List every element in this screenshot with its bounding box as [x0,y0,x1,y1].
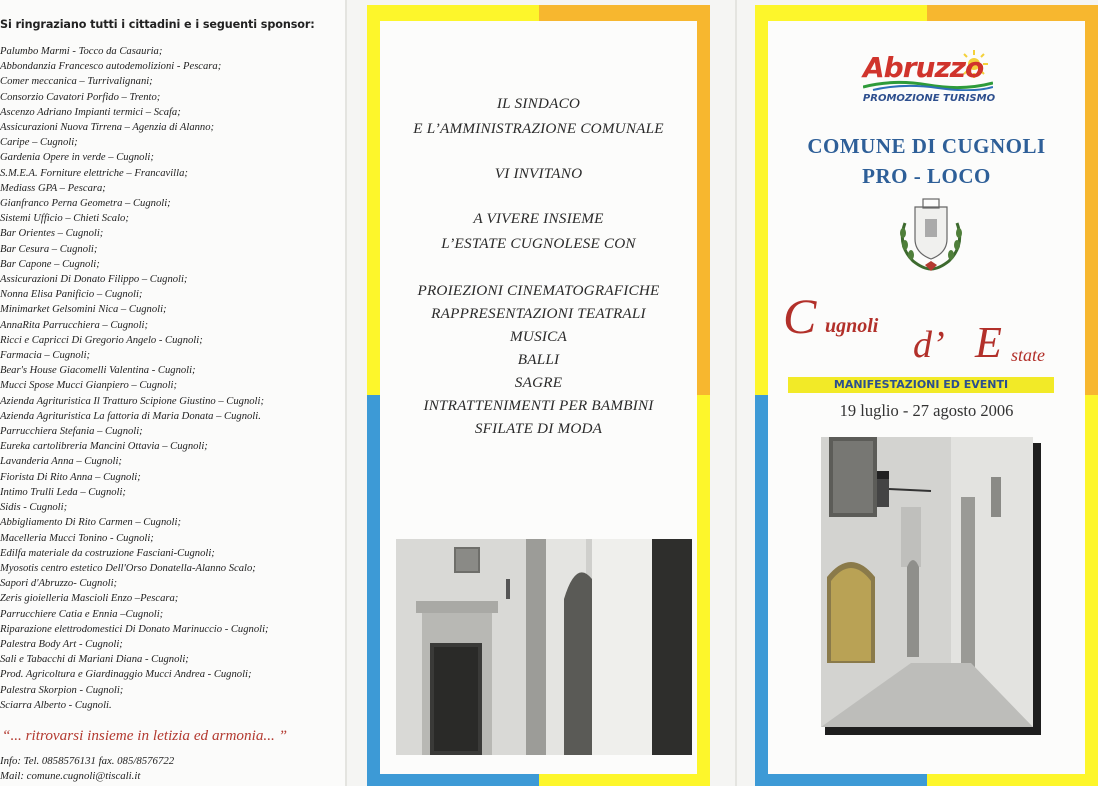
sponsor-item: Prod. Agricoltura e Giardinaggio Mucci Andrea - Cugnoli; [0,669,252,681]
event-title-initial-c: C [783,288,817,344]
sponsor-item: Comer meccanica – Turrivalignani; [0,76,153,88]
sponsor-item: Eureka cartolibreria Mancini Ottavia – Cugnoli; [0,441,208,453]
sponsor-item: Sali e Tabacchi di Mariani Diana - Cugnoli; [0,654,189,666]
sponsor-item: Macelleria Mucci Tonino - Cugnoli; [0,532,154,544]
sponsor-item: Sidis - Cugnoli; [0,502,68,514]
sponsor-item: Parrucchiera Stefania – Cugnoli; [0,426,143,438]
sponsor-item: Fiorista Di Rito Anna – Cugnoli; [0,471,141,483]
invitation-line: BALLI [517,351,560,368]
event-title-initial-e: E [975,318,1002,367]
event-title-word1: ugnoli [825,315,879,337]
invitation-line: E L’AMMINISTRAZIONE COMUNALE [413,120,664,137]
sponsor-item: AnnaRita Parrucchiera – Cugnoli; [0,319,149,331]
sponsor-item: Riparazione elettrodomestici Di Donato Marinuccio - Cugnoli; [0,623,269,635]
event-title-word2: d’ [913,324,945,366]
municipality-title: COMUNE DI CUGNOLI [807,134,1046,158]
invitation-line: INTRATTENIMENTI PER BAMBINI [423,397,654,414]
sponsor-item: Assicurazioni Di Donato Filippo – Cugnoli; [0,274,188,286]
sponsor-item: Sciarra Alberto - Cugnoli. [0,699,112,711]
invitation-line: PROIEZIONI CINEMATOGRAFICHE [417,282,660,299]
invitation-line: RAPPRESENTAZIONI TEATRALI [431,305,646,322]
coat-of-arms-icon [891,195,971,275]
sponsor-item: Azienda Agrituristica La fattoria di Maria Donata – Cugnoli. [0,410,261,422]
sponsor-item: Abbigliamento Di Rito Carmen – Cugnoli; [0,517,181,529]
sponsor-item: Ricci e Capricci Di Gregorio Angelo - Cugnoli; [0,334,203,346]
invitation-line: SAGRE [514,374,563,391]
invitation-line: A VIVERE INSIEME [473,210,604,227]
sponsor-item: Caripe – Cugnoli; [0,137,78,149]
invitation-line: L’ESTATE CUGNOLESE CON [441,235,636,252]
sponsor-item: Farmacia – Cugnoli; [0,350,91,362]
sponsor-item: Mucci Spose Mucci Gianpiero – Cugnoli; [0,380,178,392]
sponsor-item: Bar Capone – Cugnoli; [0,258,100,270]
sponsor-item: Edilfa materiale da costruzione Fasciani-Cugnoli; [0,547,215,559]
invitation-card [380,21,697,774]
sponsor-item: Zeris gioielleria Mascioli Enzo –Pescara; [0,593,179,605]
proloco-title: PRO - LOCO [862,164,991,188]
sponsors-heading: Si ringraziano tutti i cittadini e i seguenti sponsor: [0,18,315,31]
logo-wordmark: Abruzzo [863,51,984,84]
logo-wave [863,79,993,91]
event-title-word3: state [1011,345,1045,365]
contact-email: Mail: comune.cugnoli@tiscali.it [0,770,141,782]
sponsor-item: Bar Cesura – Cugnoli; [0,243,98,255]
sponsor-item: Palestra Body Art - Cugnoli; [0,638,123,650]
sponsor-item: Ascenzo Adriano Impianti termici – Scafa; [0,106,181,118]
fold-line [735,0,737,786]
invitation-line: MUSICA [510,328,567,345]
invitation-line: SFILATE DI MODA [474,420,603,437]
sponsor-item: Gianfranco Perna Geometra – Cugnoli; [0,198,171,210]
abruzzo-logo [859,49,999,109]
sponsor-list [0,44,340,713]
sponsor-item: Intimo Trulli Leda – Cugnoli; [0,486,126,498]
sponsor-item: Assicurazioni Nuova Tirrena – Agenzia di Alanno; [0,122,215,134]
alley-photo [821,437,1041,735]
sponsor-item: Palumbo Marmi - Tocco da Casauria; [0,46,163,57]
invitation-line: IL SINDACO [496,95,581,112]
sponsor-item: Gardenia Opere in verde – Cugnoli; [0,152,154,164]
sponsor-item: Palestra Skorpion - Cugnoli; [0,684,124,696]
event-dates: 19 luglio - 27 agosto 2006 [839,401,1014,420]
street-photo [396,539,692,755]
sponsor-item: Nonna Elisa Panificio – Cugnoli; [0,289,143,301]
sponsor-item: Sapori d'Abruzzo- Cugnoli; [0,578,118,590]
contact-phone: Info: Tel. 0858576131 fax. 085/8576722 [0,755,175,767]
sponsor-item: Azienda Agrituristica Il Tratturo Scipione Giustino – Cugnoli; [0,395,264,407]
cover-panel [755,5,1098,786]
sponsor-item: Mediass GPA – Pescara; [0,182,106,194]
sponsor-item: S.M.E.A. Forniture elettriche – Francavilla; [0,167,188,179]
sponsor-item: Parrucchiere Catia e Ennia –Cugnoli; [0,608,164,620]
sponsor-item: Sistemi Ufficio – Chieti Scalo; [0,213,129,225]
fold-line [345,0,347,786]
logo-subtitle: PROMOZIONE TURISMO [862,93,996,104]
motto: “... ritrovarsi insieme in letizia ed armonia... ” [2,727,288,744]
sponsor-item: Minimarket Gelsomini Nica – Cugnoli; [0,304,167,316]
sponsor-item: Consorzio Cavatori Porfido – Trento; [0,91,161,103]
sponsor-item: Lavanderia Anna – Cugnoli; [0,456,122,468]
sponsor-item: Myosotis centro estetico Dell'Orso Donatella-Alanno Scalo; [0,562,256,574]
invitation-line: VI INVITANO [494,165,583,182]
events-banner: MANIFESTAZIONI ED EVENTI [788,377,1054,393]
invitation-panel [367,5,710,786]
sponsor-item: Bar Orientes – Cugnoli; [0,228,104,240]
sponsor-item: Abbondanzia Francesco autodemolizioni - Pescara; [0,61,222,73]
sponsor-item: Bear's House Giacomelli Valentina - Cugnoli; [0,365,196,377]
